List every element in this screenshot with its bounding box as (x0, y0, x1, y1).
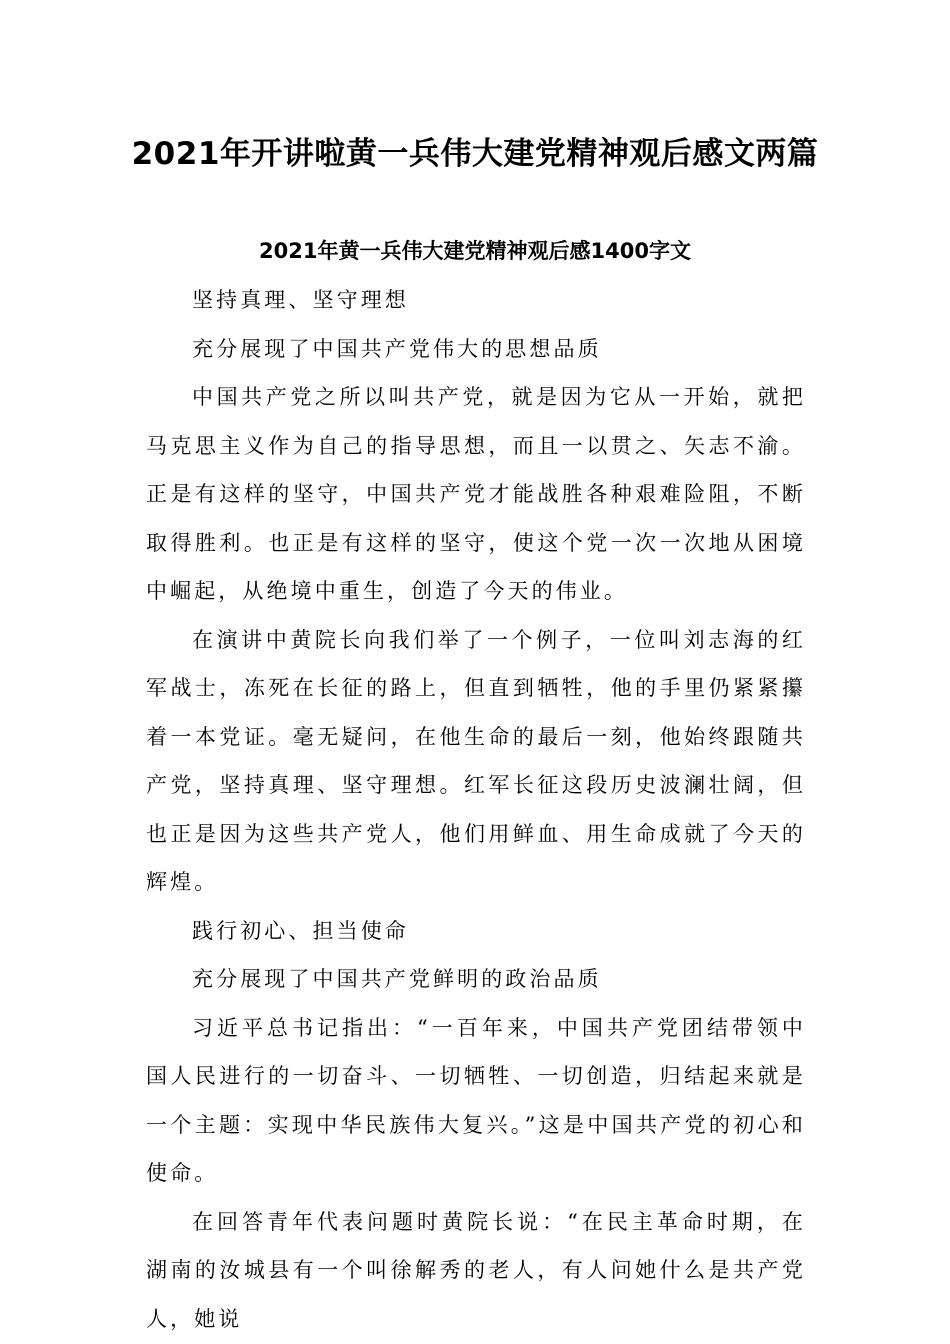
document-title: 2021年开讲啦黄一兵伟大建党精神观后感文两篇 (131, 136, 819, 172)
paragraph: 充分展现了中国共产党伟大的思想品质 (192, 336, 602, 361)
paragraph: 习近平总书记指出：“一百年来，中国共产党团结带领中国人民进行的一切奋斗、一切牺牲、一切创造，归结起来就是一个主题：实现中华民族伟大复兴。”这是中国共产党的初心和使命。 (146, 1015, 806, 1185)
paragraph: 在回答青年代表问题时黄院长说：“在民主革命时期，在湖南的汝城县有一个叫徐解秀的老人，有人问她什么是共产党人，她说 (146, 1209, 806, 1331)
paragraph: 在演讲中黄院长向我们举了一个例子，一位叫刘志海的红军战士，冻死在长征的路上，但直到牺牲，他的手里仍紧紧攥着一本党证。毫无疑问，在他生命的最后一刻，他始终跟随共产党，坚持真理、坚守理想。红军长征这段历史波澜壮阔，但也正是因为这些共产党人，他们用鲜血、用生命成就了今天的辉煌。 (146, 627, 806, 894)
paragraph: 充分展现了中国共产党鲜明的政治品质 (192, 967, 602, 991)
document-body (146, 276, 806, 1343)
paragraph: 坚持真理、坚守理想 (192, 288, 409, 312)
paragraph: 中国共产党之所以叫共产党，就是因为它从一开始，就把马克思主义作为自己的指导思想，而且一以贯之、矢志不渝。正是有这样的坚守，中国共产党才能战胜各种艰难险阻，不断取得胜利。也正是有这样的坚守，使这个党一次一次地从困境中崛起，从绝境中重生，创造了今天的伟业。 (146, 385, 806, 603)
paragraph: 践行初心、担当使命 (192, 918, 409, 943)
document-subtitle: 2021年黄一兵伟大建党精神观后感1400字文 (259, 239, 691, 263)
